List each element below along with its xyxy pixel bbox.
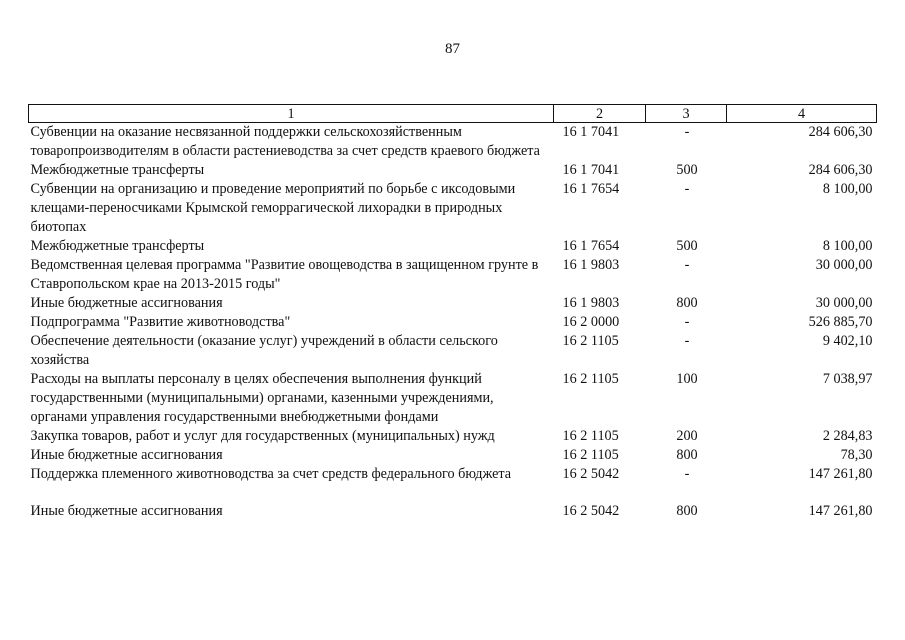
row-expense-type: 500 [676,162,698,178]
table-row [29,294,877,313]
page-number: 87 [445,41,460,57]
row-name: Расходы на выплаты персоналу в целях обеспечения выполнения функций государственными (муниципальными) органами, казенными учреждениями, органами управления государственными внебюджетными фондами [30,371,494,425]
row-amount: 284 606,30 [808,124,873,140]
row-name: Иные бюджетные ассигнования [30,447,223,463]
blank-cell [727,484,877,502]
header-col-4: 4 [727,105,877,123]
table-row [29,427,877,446]
row-name: Закупка товаров, работ и услуг для государственных (муниципальных) нужд [30,428,495,444]
table-row [29,180,877,237]
row-expense-type: 200 [676,428,698,444]
row-expense-type: 800 [676,447,698,463]
table-row [29,237,877,256]
row-amount: 147 261,80 [808,466,873,482]
row-expense-type: - [684,124,690,140]
row-amount: 8 100,00 [822,238,873,254]
row-code: 16 2 0000 [562,314,620,330]
row-expense-type: 500 [676,238,698,254]
row-code: 16 2 5042 [562,503,620,519]
blank-cell [29,484,554,502]
row-amount: 8 100,00 [822,181,873,197]
table-row [29,465,877,484]
row-name: Субвенции на оказание несвязанной поддержки сельскохозяйственным товаропроизводителям в области растениеводства за счет средств краевого бюджета [30,124,540,159]
table-row [29,256,877,294]
row-name: Субвенции на организацию и проведение мероприятий по борьбе с иксодовыми клещами-переносчиками Крымской геморрагической лихорадки в природных биотопах [30,181,516,235]
row-name: Подпрограмма "Развитие животноводства" [30,314,291,330]
budget-table [28,104,877,521]
blank-cell [646,484,727,502]
row-amount: 526 885,70 [808,314,873,330]
row-name: Ведомственная целевая программа "Развитие овощеводства в защищенном грунте в Ставропольском крае на 2013-2015 годы" [30,257,539,292]
row-amount: 7 038,97 [822,371,873,387]
header-col-1: 1 [29,105,554,123]
table-row [29,313,877,332]
row-expense-type: 800 [676,503,698,519]
table-header [29,105,877,123]
table-row [29,123,877,162]
row-expense-type: - [684,314,690,330]
row-code: 16 2 1105 [562,371,619,387]
table-row [29,370,877,427]
header-col-3: 3 [646,105,727,123]
row-amount: 147 261,80 [808,503,873,519]
table-row [29,502,877,521]
row-name: Межбюджетные трансферты [30,238,205,254]
blank-row [29,484,877,502]
row-expense-type: 100 [676,371,698,387]
table-row [29,446,877,465]
row-amount: 78,30 [840,447,873,463]
row-code: 16 2 1105 [562,447,619,463]
row-name: Межбюджетные трансферты [30,162,205,178]
header-col-2: 2 [554,105,646,123]
row-name: Обеспечение деятельности (оказание услуг) учреждений в области сельского хозяйства [30,333,498,368]
row-code: 16 1 7041 [562,162,620,178]
row-name: Иные бюджетные ассигнования [30,503,223,519]
header-row [29,105,877,123]
row-code: 16 1 9803 [562,257,620,273]
row-expense-type: - [684,333,690,349]
row-code: 16 1 7041 [562,124,620,140]
row-code: 16 2 1105 [562,333,619,349]
table-row [29,332,877,370]
row-amount: 9 402,10 [822,333,873,349]
row-code: 16 1 7654 [562,181,620,197]
row-name: Иные бюджетные ассигнования [30,295,223,311]
row-amount: 284 606,30 [808,162,873,178]
row-name: Поддержка племенного животноводства за счет средств федерального бюджета [30,466,512,482]
row-expense-type: 800 [676,295,698,311]
blank-cell [554,484,646,502]
row-amount: 30 000,00 [815,257,873,273]
row-code: 16 1 7654 [562,238,620,254]
row-expense-type: - [684,466,690,482]
row-amount: 30 000,00 [815,295,873,311]
row-code: 16 2 1105 [562,428,619,444]
row-expense-type: - [684,257,690,273]
table-body [29,123,877,522]
row-expense-type: - [684,181,690,197]
row-code: 16 2 5042 [562,466,620,482]
table-row [29,161,877,180]
row-code: 16 1 9803 [562,295,620,311]
row-amount: 2 284,83 [822,428,873,444]
